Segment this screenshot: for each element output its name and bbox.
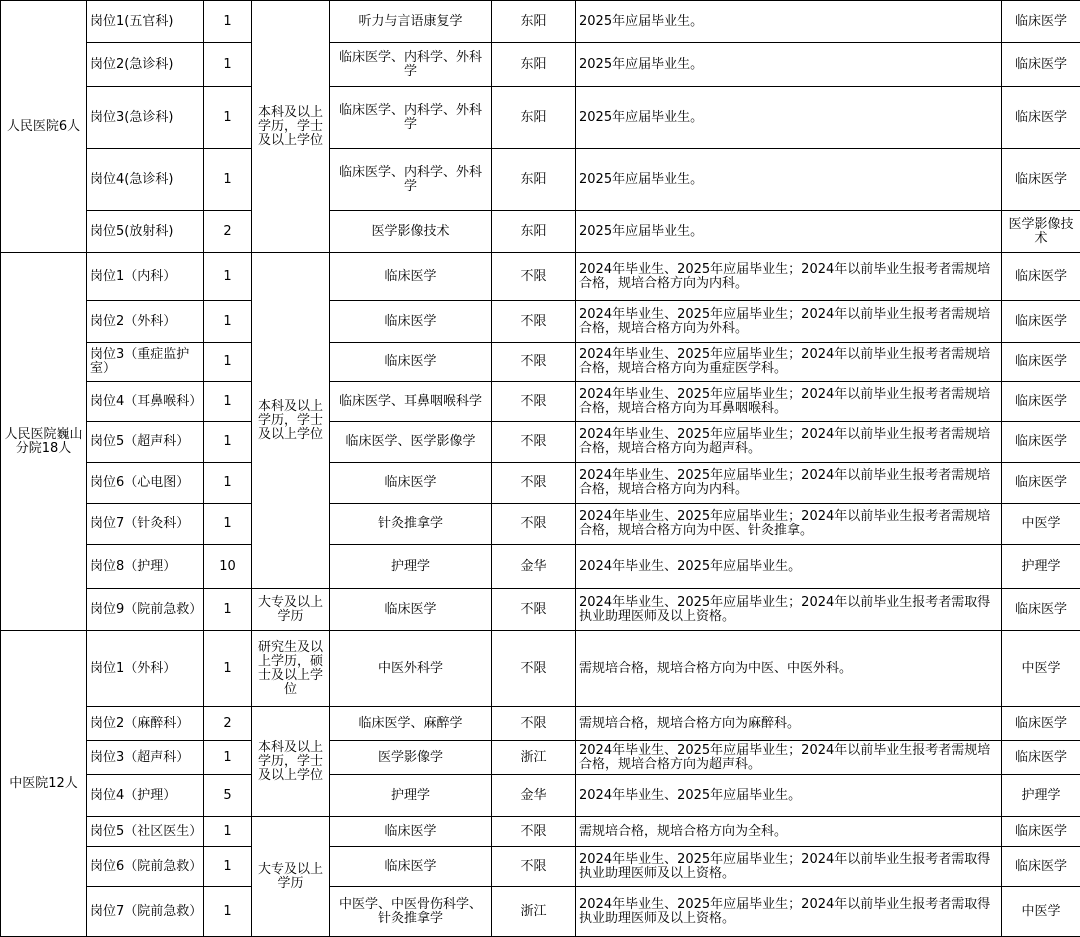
education-cell: 研究生及以上学历，硕士及以上学位 xyxy=(252,631,330,707)
post-cell: 岗位6（院前急救） xyxy=(87,847,204,887)
count-cell: 5 xyxy=(204,775,252,817)
post-cell: 岗位5（社区医生） xyxy=(87,817,204,847)
category-cell: 临床医学 xyxy=(1002,847,1080,887)
major-cell: 护理学 xyxy=(330,775,492,817)
count-cell: 10 xyxy=(204,545,252,589)
requirement-cell: 2025年应届毕业生。 xyxy=(576,211,1002,253)
count-cell: 1 xyxy=(204,504,252,545)
requirement-cell: 2025年应届毕业生。 xyxy=(576,1,1002,43)
category-cell: 临床医学 xyxy=(1002,343,1080,382)
table-row xyxy=(1,545,1080,589)
category-cell: 临床医学 xyxy=(1002,422,1080,463)
post-cell: 岗位5（超声科） xyxy=(87,422,204,463)
category-cell: 临床医学 xyxy=(1002,43,1080,87)
hospital-cell: 人民医院6人 xyxy=(1,1,87,253)
origin-cell: 不限 xyxy=(492,504,576,545)
major-cell: 临床医学 xyxy=(330,253,492,301)
requirement-cell: 2025年应届毕业生。 xyxy=(576,43,1002,87)
count-cell: 1 xyxy=(204,43,252,87)
post-cell: 岗位2(急诊科) xyxy=(87,43,204,87)
count-cell: 2 xyxy=(204,211,252,253)
requirement-cell: 2024年毕业生、2025年应届毕业生；2024年以前毕业生报考者需取得执业助理医师及以上资格。 xyxy=(576,887,1002,937)
category-cell: 临床医学 xyxy=(1002,149,1080,211)
category-cell: 中医学 xyxy=(1002,887,1080,937)
education-cell: 大专及以上学历 xyxy=(252,589,330,631)
category-cell: 临床医学 xyxy=(1002,87,1080,149)
origin-cell: 金华 xyxy=(492,545,576,589)
count-cell: 1 xyxy=(204,741,252,775)
category-cell: 临床医学 xyxy=(1002,463,1080,504)
post-cell: 岗位4（耳鼻喉科） xyxy=(87,382,204,422)
post-cell: 岗位3（超声科） xyxy=(87,741,204,775)
count-cell: 1 xyxy=(204,149,252,211)
category-cell: 中医学 xyxy=(1002,504,1080,545)
origin-cell: 不限 xyxy=(492,301,576,343)
count-cell: 1 xyxy=(204,1,252,43)
origin-cell: 东阳 xyxy=(492,87,576,149)
post-cell: 岗位7（院前急救） xyxy=(87,887,204,937)
major-cell: 医学影像学 xyxy=(330,741,492,775)
count-cell: 1 xyxy=(204,817,252,847)
table-row xyxy=(1,741,1080,775)
origin-cell: 东阳 xyxy=(492,149,576,211)
major-cell: 中医外科学 xyxy=(330,631,492,707)
post-cell: 岗位2（麻醉科） xyxy=(87,707,204,741)
post-cell: 岗位4(急诊科) xyxy=(87,149,204,211)
requirement-cell: 2024年毕业生、2025年应届毕业生；2024年以前毕业生报考者需取得执业助理医师及以上资格。 xyxy=(576,847,1002,887)
table-row xyxy=(1,589,1080,631)
origin-cell: 东阳 xyxy=(492,1,576,43)
category-cell: 临床医学 xyxy=(1002,253,1080,301)
category-cell: 临床医学 xyxy=(1002,589,1080,631)
count-cell: 1 xyxy=(204,301,252,343)
origin-cell: 不限 xyxy=(492,382,576,422)
major-cell: 临床医学、内科学、外科学 xyxy=(330,87,492,149)
count-cell: 1 xyxy=(204,463,252,504)
major-cell: 临床医学、麻醉学 xyxy=(330,707,492,741)
table-row xyxy=(1,422,1080,463)
post-cell: 岗位1(五官科) xyxy=(87,1,204,43)
count-cell: 1 xyxy=(204,847,252,887)
origin-cell: 不限 xyxy=(492,343,576,382)
major-cell: 临床医学、耳鼻咽喉科学 xyxy=(330,382,492,422)
origin-cell: 不限 xyxy=(492,253,576,301)
origin-cell: 不限 xyxy=(492,463,576,504)
major-cell: 临床医学 xyxy=(330,463,492,504)
major-cell: 中医学、中医骨伤科学、针灸推拿学 xyxy=(330,887,492,937)
major-cell: 临床医学 xyxy=(330,817,492,847)
hospital-cell: 人民医院巍山分院18人 xyxy=(1,253,87,631)
post-cell: 岗位3(急诊科) xyxy=(87,87,204,149)
requirement-cell: 2025年应届毕业生。 xyxy=(576,149,1002,211)
category-cell: 临床医学 xyxy=(1002,382,1080,422)
table-row xyxy=(1,504,1080,545)
major-cell: 临床医学、内科学、外科学 xyxy=(330,149,492,211)
count-cell: 1 xyxy=(204,589,252,631)
count-cell: 1 xyxy=(204,343,252,382)
major-cell: 临床医学、医学影像学 xyxy=(330,422,492,463)
requirement-cell: 2024年毕业生、2025年应届毕业生；2024年以前毕业生报考者需规培合格，规培合格方向为中医、针灸推拿。 xyxy=(576,504,1002,545)
post-cell: 岗位8（护理） xyxy=(87,545,204,589)
major-cell: 听力与言语康复学 xyxy=(330,1,492,43)
table-row xyxy=(1,43,1080,87)
category-cell: 医学影像技术 xyxy=(1002,211,1080,253)
table-row xyxy=(1,211,1080,253)
post-cell: 岗位7（针灸科） xyxy=(87,504,204,545)
table-row xyxy=(1,1,1080,43)
requirement-cell: 2024年毕业生、2025年应届毕业生；2024年以前毕业生报考者需规培合格，规培合格方向为超声科。 xyxy=(576,422,1002,463)
origin-cell: 浙江 xyxy=(492,741,576,775)
requirement-cell: 2024年毕业生、2025年应届毕业生；2024年以前毕业生报考者需取得执业助理医师及以上资格。 xyxy=(576,589,1002,631)
requirement-cell: 需规培合格，规培合格方向为全科。 xyxy=(576,817,1002,847)
major-cell: 临床医学、内科学、外科学 xyxy=(330,43,492,87)
table-row xyxy=(1,631,1080,707)
origin-cell: 不限 xyxy=(492,847,576,887)
count-cell: 1 xyxy=(204,382,252,422)
table-row xyxy=(1,817,1080,847)
origin-cell: 东阳 xyxy=(492,43,576,87)
requirement-cell: 2024年毕业生、2025年应届毕业生；2024年以前毕业生报考者需规培合格，规培合格方向为耳鼻咽喉科。 xyxy=(576,382,1002,422)
requirement-cell: 需规培合格，规培合格方向为中医、中医外科。 xyxy=(576,631,1002,707)
table-row xyxy=(1,149,1080,211)
table-row xyxy=(1,382,1080,422)
table-row xyxy=(1,707,1080,741)
category-cell: 护理学 xyxy=(1002,775,1080,817)
major-cell: 临床医学 xyxy=(330,343,492,382)
major-cell: 针灸推拿学 xyxy=(330,504,492,545)
requirement-cell: 需规培合格，规培合格方向为麻醉科。 xyxy=(576,707,1002,741)
table-row xyxy=(1,775,1080,817)
count-cell: 1 xyxy=(204,422,252,463)
origin-cell: 东阳 xyxy=(492,211,576,253)
post-cell: 岗位6（心电图） xyxy=(87,463,204,504)
count-cell: 1 xyxy=(204,87,252,149)
origin-cell: 不限 xyxy=(492,707,576,741)
post-cell: 岗位2（外科） xyxy=(87,301,204,343)
requirement-cell: 2024年毕业生、2025年应届毕业生；2024年以前毕业生报考者需规培合格，规培合格方向为内科。 xyxy=(576,463,1002,504)
origin-cell: 不限 xyxy=(492,589,576,631)
table-row xyxy=(1,301,1080,343)
post-cell: 岗位5(放射科) xyxy=(87,211,204,253)
count-cell: 1 xyxy=(204,631,252,707)
table-row xyxy=(1,887,1080,937)
origin-cell: 不限 xyxy=(492,817,576,847)
requirement-cell: 2024年毕业生、2025年应届毕业生。 xyxy=(576,775,1002,817)
education-cell: 本科及以上学历，学士及以上学位 xyxy=(252,1,330,253)
education-cell: 大专及以上学历 xyxy=(252,817,330,937)
education-cell: 本科及以上学历，学士及以上学位 xyxy=(252,707,330,817)
table-row xyxy=(1,847,1080,887)
table-row xyxy=(1,343,1080,382)
table-row xyxy=(1,87,1080,149)
requirement-cell: 2024年毕业生、2025年应届毕业生；2024年以前毕业生报考者需规培合格，规培合格方向为内科。 xyxy=(576,253,1002,301)
requirement-cell: 2024年毕业生、2025年应届毕业生；2024年以前毕业生报考者需规培合格，规培合格方向为重症医学科。 xyxy=(576,343,1002,382)
category-cell: 临床医学 xyxy=(1002,1,1080,43)
requirement-cell: 2025年应届毕业生。 xyxy=(576,87,1002,149)
requirement-cell: 2024年毕业生、2025年应届毕业生；2024年以前毕业生报考者需规培合格，规培合格方向为超声科。 xyxy=(576,741,1002,775)
category-cell: 临床医学 xyxy=(1002,817,1080,847)
post-cell: 岗位4（护理） xyxy=(87,775,204,817)
major-cell: 医学影像技术 xyxy=(330,211,492,253)
count-cell: 2 xyxy=(204,707,252,741)
post-cell: 岗位1（内科） xyxy=(87,253,204,301)
hospital-cell: 中医院12人 xyxy=(1,631,87,937)
origin-cell: 不限 xyxy=(492,631,576,707)
count-cell: 1 xyxy=(204,253,252,301)
origin-cell: 金华 xyxy=(492,775,576,817)
major-cell: 临床医学 xyxy=(330,301,492,343)
table-row xyxy=(1,253,1080,301)
education-cell: 本科及以上学历，学士及以上学位 xyxy=(252,253,330,589)
post-cell: 岗位1（外科） xyxy=(87,631,204,707)
major-cell: 临床医学 xyxy=(330,589,492,631)
requirement-cell: 2024年毕业生、2025年应届毕业生。 xyxy=(576,545,1002,589)
category-cell: 护理学 xyxy=(1002,545,1080,589)
category-cell: 中医学 xyxy=(1002,631,1080,707)
requirement-cell: 2024年毕业生、2025年应届毕业生；2024年以前毕业生报考者需规培合格，规培合格方向为外科。 xyxy=(576,301,1002,343)
major-cell: 护理学 xyxy=(330,545,492,589)
category-cell: 临床医学 xyxy=(1002,741,1080,775)
origin-cell: 不限 xyxy=(492,422,576,463)
origin-cell: 浙江 xyxy=(492,887,576,937)
category-cell: 临床医学 xyxy=(1002,301,1080,343)
category-cell: 临床医学 xyxy=(1002,707,1080,741)
count-cell: 1 xyxy=(204,887,252,937)
table-row xyxy=(1,463,1080,504)
post-cell: 岗位9（院前急救） xyxy=(87,589,204,631)
major-cell: 临床医学 xyxy=(330,847,492,887)
post-cell: 岗位3（重症监护室） xyxy=(87,343,204,382)
